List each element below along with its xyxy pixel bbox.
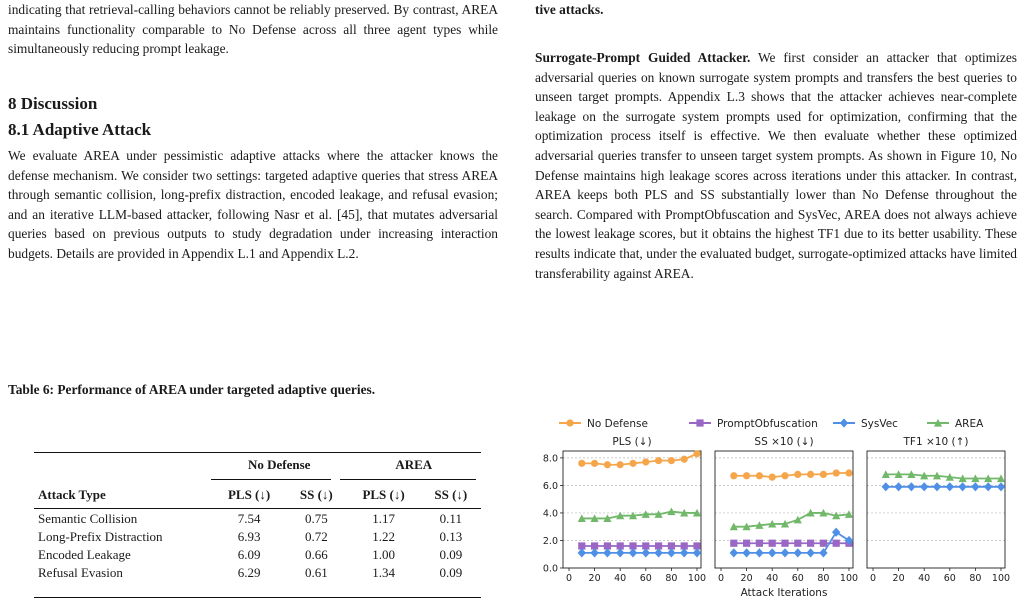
y-tick-label: 2.0 — [542, 535, 558, 547]
y-tick-label: 0.0 — [542, 563, 558, 575]
data-point — [667, 548, 675, 557]
data-point — [769, 474, 776, 481]
line-chart-svg — [535, 415, 1017, 605]
table-top-rule — [34, 452, 481, 453]
value-cell: 1.17 — [372, 511, 395, 526]
x-tick-label: 40 — [614, 573, 627, 584]
data-point — [730, 472, 737, 479]
data-point — [756, 540, 763, 547]
series-line — [734, 473, 849, 477]
legend-marker — [840, 418, 848, 427]
x-tick-label: 80 — [969, 573, 982, 584]
column-header: PLS (↓) — [362, 487, 405, 502]
data-point — [781, 540, 788, 547]
legend-entry — [689, 418, 818, 430]
data-point — [755, 548, 763, 557]
group-header-no-defense: No Defense — [248, 457, 311, 472]
data-point — [604, 461, 611, 468]
data-point — [642, 548, 650, 557]
value-cell: 0.09 — [439, 565, 463, 580]
data-point — [629, 548, 637, 557]
x-tick-label: 100 — [687, 573, 707, 584]
data-point — [820, 471, 827, 478]
panel-title: PLS (↓) — [612, 436, 652, 448]
column-header: PLS (↓) — [227, 487, 271, 502]
legend-entry — [833, 418, 898, 430]
x-tick-label: 20 — [892, 573, 905, 584]
data-point — [946, 482, 954, 491]
value-cell: 6.09 — [237, 547, 261, 562]
attack-type-cell: Encoded Leakage — [38, 547, 131, 562]
data-point — [742, 548, 750, 557]
data-point — [743, 472, 750, 479]
data-point — [743, 540, 750, 547]
y-tick-label: 4.0 — [542, 508, 558, 520]
data-point — [681, 456, 688, 463]
left-top-paragraph — [8, 0, 498, 59]
data-point — [603, 548, 611, 557]
data-point — [616, 548, 624, 557]
data-point — [680, 548, 688, 557]
data-point — [833, 540, 840, 547]
value-cell: 7.54 — [237, 511, 261, 526]
x-tick-label: 0 — [717, 573, 725, 584]
series-line — [734, 513, 849, 527]
panel-title: TF1 ×10 (↑) — [903, 436, 969, 448]
group-rule-area — [340, 479, 476, 480]
x-axis-label: Attack Iterations — [740, 587, 828, 599]
data-point — [668, 457, 675, 464]
data-point — [693, 548, 701, 557]
data-point — [629, 460, 636, 467]
legend-marker — [696, 419, 703, 426]
data-point — [693, 450, 700, 457]
value-cell: 0.75 — [304, 511, 328, 526]
x-tick-label: 60 — [639, 573, 652, 584]
data-point — [756, 472, 763, 479]
value-cell: 0.61 — [304, 565, 328, 580]
paragraph-text: We first consider an attacker that optimizes adversarial queries on known surrogate system prompts and transfers the best queries to unseen target prompts. Appendix L.3 shows that the attacker achieves near-complete leakage on the surrogate system prompts used for optimization, confirming that the optimization process itself is effective. We then evaluate whether these optimized adversarial queries transfer to unseen target system prompts. As shown in Figure 10, No Defense maintains high leakage scores across iterations under this attacker. In contrast, AREA keeps both PLS and SS substantially lower than No Defense throughout the search. Compared with PromptObfuscation and SysVec, AREA does not always achieve the lowest leakage scores, but it obtains the highest TF1 due to its better usability. These results indicate that, under the evaluated budget, surrogate-optimized attacks have limited transferability against AREA. — [535, 50, 1017, 281]
x-tick-label: 80 — [665, 573, 678, 584]
x-tick-label: 0 — [565, 573, 573, 584]
value-cell: 6.29 — [237, 565, 261, 580]
value-cell: 0.11 — [439, 511, 462, 526]
x-tick-label: 60 — [791, 573, 804, 584]
value-cell: 1.34 — [372, 565, 395, 580]
series-line — [886, 474, 1001, 478]
table-row — [34, 528, 481, 546]
data-point — [642, 458, 649, 465]
data-point — [590, 548, 598, 557]
adaptive-attack-paragraph — [8, 146, 498, 264]
data-point — [654, 548, 662, 557]
table-caption: Table 6: Performance of AREA under targeted adaptive queries. — [8, 382, 376, 397]
figure-10-chart — [535, 415, 1017, 605]
paragraph-text: We evaluate AREA under pessimistic adaptive attacks where the attacker knows the defense mechanism. We consider two settings: targeted adaptive queries that stress AREA through semantic collision, long-prefix distraction, encoded leakage, and refusal evasion; and an iterative LLM-based attacker, following Nasr et al. [45], that mutates adversarial queries based on previous outputs to study degradation under increasing interaction budgets. Details are provided in Appendix L.1 and Appendix L.2. — [8, 148, 498, 261]
data-point — [578, 460, 585, 467]
table-row — [34, 510, 481, 528]
table-group-header-row — [34, 456, 481, 474]
x-tick-label: 20 — [740, 573, 753, 584]
data-point — [907, 482, 915, 491]
data-point — [617, 461, 624, 468]
legend-label: SysVec — [861, 418, 898, 430]
data-point — [769, 540, 776, 547]
x-tick-label: 100 — [991, 573, 1011, 584]
data-point — [730, 540, 737, 547]
x-tick-label: 60 — [943, 573, 956, 584]
data-point — [920, 482, 928, 491]
panel-frame — [867, 451, 1005, 568]
column-header: SS (↓) — [299, 487, 333, 502]
legend-label: AREA — [955, 418, 984, 430]
value-cell: 0.09 — [439, 547, 463, 562]
column-header: SS (↓) — [434, 487, 468, 502]
runin-heading: Surrogate-Prompt Guided Attacker. — [535, 50, 751, 65]
attack-type-cell: Semantic Collision — [38, 511, 138, 526]
y-tick-label: 6.0 — [542, 480, 558, 492]
data-point — [781, 548, 789, 557]
x-tick-label: 20 — [588, 573, 601, 584]
data-point — [807, 540, 814, 547]
table-row — [34, 564, 481, 582]
x-tick-label: 80 — [817, 573, 830, 584]
section-heading: 8 Discussion — [8, 94, 98, 113]
subsection-heading: 8.1 Adaptive Attack — [8, 120, 152, 139]
panel-title: SS ×10 (↓) — [754, 436, 814, 448]
x-tick-label: 0 — [869, 573, 877, 584]
data-point — [820, 540, 827, 547]
data-point — [794, 540, 801, 547]
value-cell: 0.72 — [304, 529, 328, 544]
data-point — [578, 548, 586, 557]
right-top-fragment: tive attacks. — [535, 2, 604, 17]
x-tick-label: 40 — [918, 573, 931, 584]
data-point — [882, 482, 890, 491]
data-point — [997, 482, 1005, 491]
value-cell: 0.66 — [304, 547, 328, 562]
data-point — [794, 516, 802, 524]
data-point — [730, 548, 738, 557]
legend-label: PromptObfuscation — [717, 418, 818, 430]
row-header: Attack Type — [38, 487, 106, 502]
value-cell: 6.93 — [237, 529, 261, 544]
table-row — [34, 546, 481, 564]
data-point — [894, 482, 902, 491]
legend-entry — [927, 418, 984, 430]
data-point — [845, 469, 852, 476]
table-mid-rule — [34, 508, 481, 509]
data-point — [807, 471, 814, 478]
value-cell: 0.13 — [439, 529, 463, 544]
x-tick-label: 40 — [766, 573, 779, 584]
attack-type-cell: Long-Prefix Distraction — [38, 529, 163, 544]
value-cell: 1.22 — [372, 529, 395, 544]
group-rule-no-defense — [211, 479, 331, 480]
data-point — [794, 471, 801, 478]
x-tick-label: 100 — [839, 573, 859, 584]
legend-marker — [566, 419, 573, 426]
value-cell: 1.00 — [372, 547, 395, 562]
surrogate-attacker-paragraph — [535, 48, 1017, 283]
legend-label: No Defense — [587, 418, 648, 430]
data-point — [781, 472, 788, 479]
paragraph-text: indicating that retrieval-calling behaviors cannot be reliably preserved. By contrast, AREA maintains functionality comparable to No Defense across all three agent types while simultaneously reducing prompt leakage. — [8, 2, 498, 57]
data-point — [833, 469, 840, 476]
data-point — [794, 548, 802, 557]
data-point — [971, 482, 979, 491]
data-point — [768, 548, 776, 557]
y-tick-label: 8.0 — [542, 453, 558, 465]
data-point — [958, 482, 966, 491]
group-header-area: AREA — [395, 457, 433, 472]
data-point — [806, 548, 814, 557]
series-line — [582, 454, 697, 465]
data-point — [984, 482, 992, 491]
attack-type-cell: Refusal Evasion — [38, 565, 123, 580]
data-point — [591, 460, 598, 467]
legend-entry — [559, 418, 648, 430]
data-point — [655, 457, 662, 464]
table-bottom-rule — [34, 597, 481, 598]
data-point — [933, 482, 941, 491]
results-table — [34, 456, 481, 582]
